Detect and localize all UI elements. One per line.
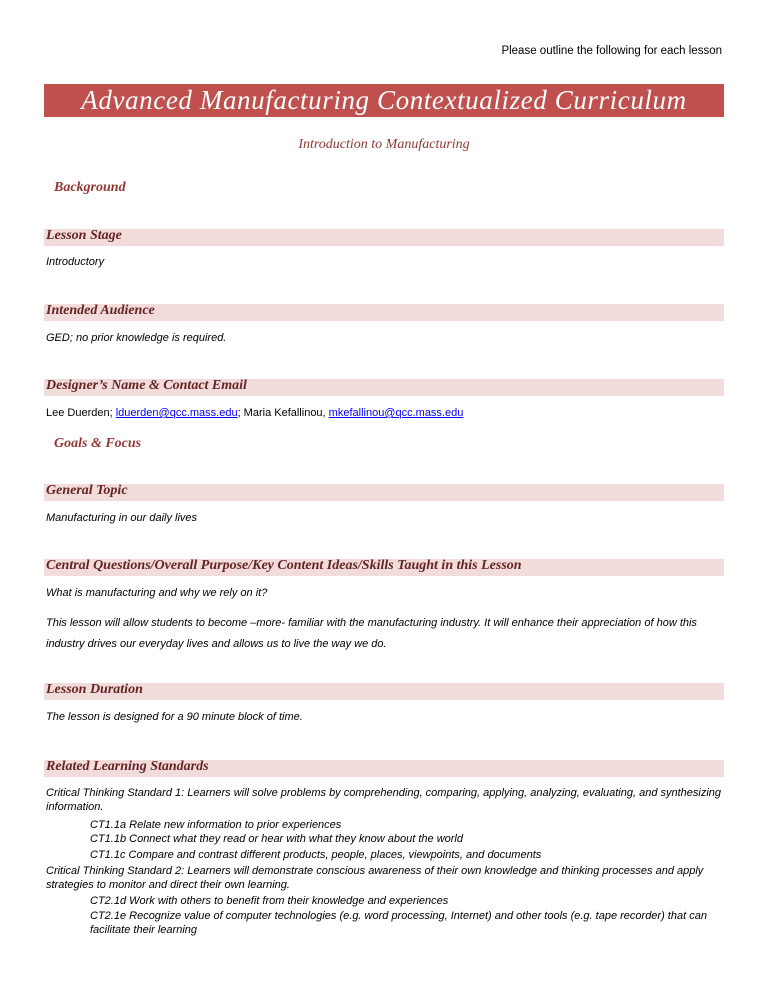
central-question: What is manufacturing and why we rely on it?	[46, 587, 268, 599]
designer-name-1: Lee Duerden;	[46, 407, 116, 419]
standard-ct1-1c: CT1.1c Compare and contrast different products, people, places, viewpoints, and documents	[90, 849, 542, 861]
heading-lesson-duration	[44, 683, 724, 700]
heading-general-topic-text: General Topic	[46, 483, 128, 498]
heading-general-topic	[44, 484, 724, 501]
designer-contact	[46, 405, 463, 422]
document-title: Advanced Manufacturing Contextualized Curriculum	[81, 85, 687, 115]
header-note: Please outline the following for each lesson	[501, 45, 722, 57]
email-link-mkefallinou[interactable]: mkefallinou@qcc.mass.edu	[328, 407, 464, 419]
heading-lesson-stage	[44, 229, 724, 246]
heading-designer-text: Designer’s Name & Contact Email	[46, 378, 247, 393]
heading-lesson-duration-text: Lesson Duration	[46, 682, 143, 697]
heading-learning-standards-text: Related Learning Standards	[46, 759, 209, 774]
heading-central-questions-text: Central Questions/Overall Purpose/Key Content Ideas/Skills Taught in this Lesson	[46, 558, 522, 573]
standard-1: Critical Thinking Standard 1: Learners will solve problems by comprehending, comparing, applying, analyzing, evaluating, and synthesizing information.	[46, 787, 722, 813]
heading-intended-audience	[44, 304, 724, 321]
section-goals-focus: Goals & Focus	[54, 436, 142, 451]
heading-learning-standards	[44, 760, 724, 777]
heading-intended-audience-text: Intended Audience	[46, 303, 155, 318]
section-background: Background	[54, 180, 126, 195]
heading-designer	[44, 379, 724, 396]
standard-ct1-1b: CT1.1b Connect what they read or hear with what they know about the world	[90, 833, 463, 845]
heading-lesson-stage-text: Lesson Stage	[46, 228, 122, 243]
lesson-stage-value: Introductory	[46, 256, 105, 268]
standard-ct2-1d: CT2.1d Work with others to benefit from their knowledge and experiences	[90, 895, 449, 907]
general-topic-value: Manufacturing in our daily lives	[46, 512, 198, 524]
audience-value: GED; no prior knowledge is required.	[46, 332, 227, 344]
standard-ct1-1a: CT1.1a Relate new information to prior experiences	[90, 819, 342, 831]
subtitle: Introduction to Manufacturing	[298, 137, 470, 152]
title-banner	[44, 84, 724, 117]
standard-ct2-1e: CT2.1e Recognize value of computer technologies (e.g. word processing, Internet) and other tools (e.g. tape recorder) that can facilitate their learning	[90, 910, 707, 936]
central-paragraph: This lesson will allow students to become –more- familiar with the manufacturing industry. It will enhance their appreciation of how this industry drives our everyday lives and allows us to live the way we do.	[46, 617, 697, 650]
designer-separator: ; Maria Kefallinou,	[237, 407, 329, 419]
heading-central-questions	[44, 559, 724, 576]
email-link-lduerden[interactable]: lduerden@qcc.mass.edu	[115, 407, 238, 419]
standard-2: Critical Thinking Standard 2: Learners will demonstrate conscious awareness of their own knowledge and thinking processes and apply strategies to monitor and direct their own learning.	[46, 865, 704, 891]
duration-value: The lesson is designed for a 90 minute block of time.	[46, 711, 303, 723]
